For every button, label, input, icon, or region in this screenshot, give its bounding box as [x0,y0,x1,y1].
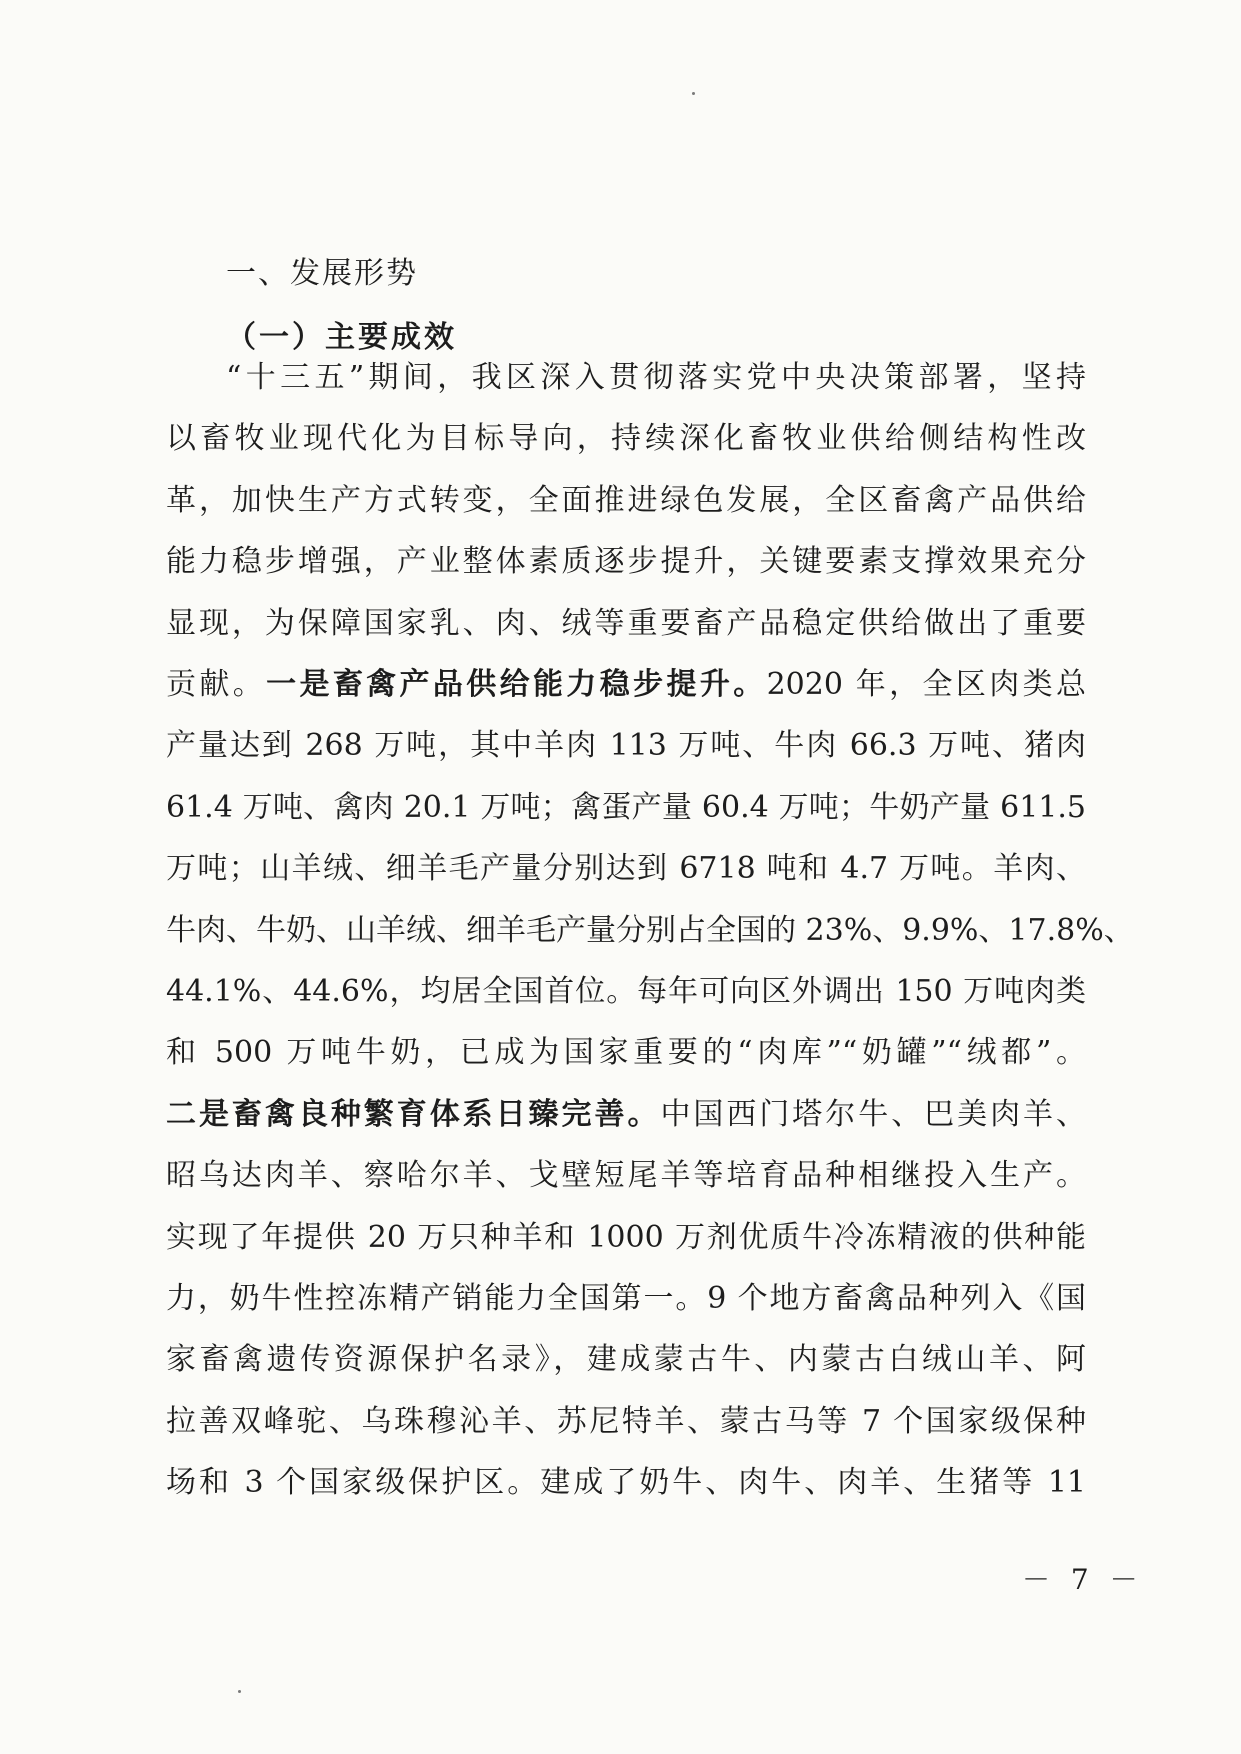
text-line [166,1218,1086,1258]
text-run: 场和 3 个国家级保护区。建成了奶牛、肉牛、肉羊、生猪等 11 [166,1465,1086,1501]
text-run: 实现了年提供 20 万只种羊和 1000 万剂优质牛冷冻精液的供种能 [166,1219,1086,1255]
scan-speck [238,1690,241,1693]
text-line [166,1033,1086,1073]
text-line [166,604,1086,644]
text-line [166,788,1086,828]
text-line [166,419,1086,459]
text-line [226,358,1086,398]
text-run: 产量达到 268 万吨，其中羊肉 113 万吨、牛肉 66.3 万吨、猪肉 [166,728,1086,764]
text-run: 力，奶牛性控冻精产销能力全国第一。9 个地方畜禽品种列入《国 [166,1281,1086,1316]
text-line [166,972,1086,1012]
text-run: 贡献。 [166,667,267,702]
text-run: 万吨；山羊绒、细羊毛产量分别达到 6718 吨和 4.7 万吨。羊肉、 [166,851,1086,887]
text-run: 能力稳步增强，产业整体素质逐步提升，关键要素支撑效果充分 [166,544,1086,580]
text-line [166,849,1086,889]
subsection-heading: （一）主要成效 [226,320,457,355]
text-run: “十三五”期间，我区深入贯彻落实党中央决策部署，坚持 [226,360,1086,395]
text-run: 和 500 万吨牛奶，已成为国家重要的“肉库”“奶罐”“绒都”。 [166,1035,1086,1071]
text-line [166,665,1086,705]
text-run: 以畜牧业现代化为目标导向，持续深化畜牧业供给侧结构性改 [166,421,1086,457]
text-line [166,1340,1086,1380]
text-line [166,1095,1086,1135]
text-line [166,1402,1086,1442]
text-line [166,481,1086,521]
text-run: 牛肉、牛奶、山羊绒、细羊毛产量分别占全国的 23%、9.9%、17.8%、 [166,912,1134,948]
scan-speck [692,92,695,95]
text-line [166,1156,1086,1196]
text-line [166,726,1086,766]
section-heading: 一、发展形势 [226,256,418,291]
text-run: 显现，为保障国家乳、肉、绒等重要畜产品稳定供给做出了重要 [166,605,1086,641]
text-run: 中国西门塔尔牛、巴美肉羊、 [660,1096,1087,1132]
text-run: 昭乌达肉羊、察哈尔羊、戈壁短尾羊等培育品种相继投入生产。 [166,1158,1086,1194]
text-run: 2020 年，全区肉类总 [766,667,1086,702]
text-line [166,542,1086,582]
page-number: － 7 － [1022,1563,1144,1596]
text-run: 家畜禽遗传资源保护名录》，建成蒙古牛、内蒙古白绒山羊、阿 [166,1342,1086,1378]
text-line [166,911,1134,951]
text-run: 革，加快生产方式转变，全面推进绿色发展，全区畜禽产品供给 [166,482,1086,518]
bold-run: 一是畜禽产品供给能力稳步提升。 [266,667,767,702]
bold-run: 二是畜禽良种繁育体系日臻完善。 [166,1096,661,1132]
text-run: 拉善双峰驼、乌珠穆沁羊、苏尼特羊、蒙古马等 7 个国家级保种 [166,1403,1086,1439]
text-run: 44.1%、44.6%，均居全国首位。每年可向区外调出 150 万吨肉类 [166,974,1086,1009]
text-line [166,1279,1086,1319]
text-run: 61.4 万吨、禽肉 20.1 万吨；禽蛋产量 60.4 万吨；牛奶产量 611.5 [166,789,1086,825]
text-line [166,1463,1086,1503]
